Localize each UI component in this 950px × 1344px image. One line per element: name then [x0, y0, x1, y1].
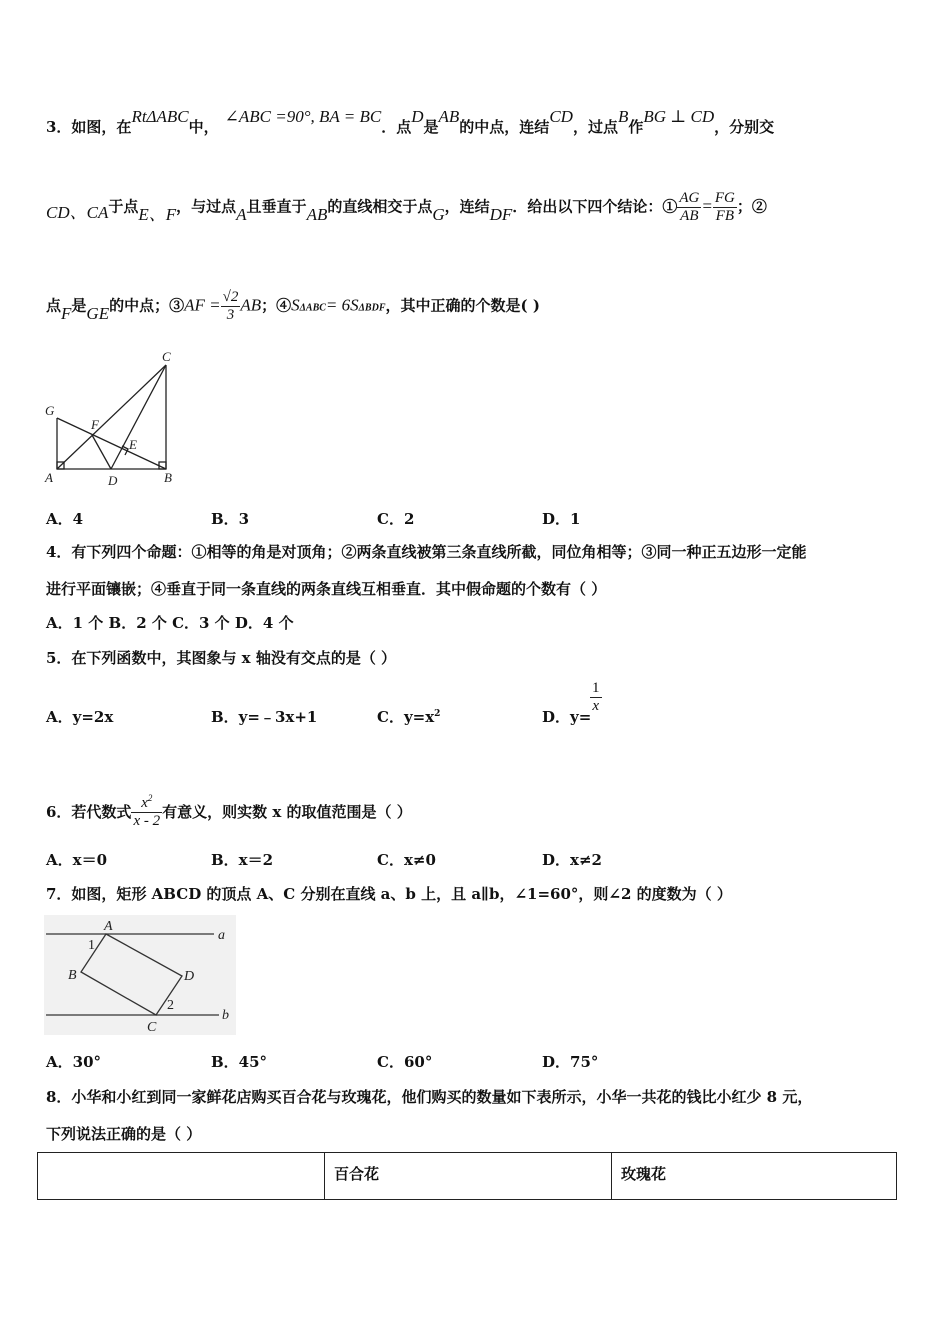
label-b: B — [164, 470, 172, 485]
label-line-a: a — [218, 928, 225, 943]
q7-option-b: B．45° — [211, 1053, 268, 1071]
q5-option-d: D．y= — [542, 708, 592, 726]
label-e: E — [129, 437, 137, 452]
q3-option-a: A．4 — [46, 510, 84, 528]
segment-dc — [111, 365, 166, 469]
segment-gb — [57, 418, 166, 469]
q6-fraction: $\frac{x^2}{x - 2}$ — [131, 790, 162, 830]
label-a: A — [104, 919, 113, 934]
q8-line2: 下列说法正确的是（ ） — [46, 1125, 202, 1143]
q3-line3: 点F是GE的中点；③AF = $\frac{√2}{3}$ AB；④SΔABC= 6SΔBDF，其中正确的个数是( ) — [46, 289, 540, 323]
q5-option-a: A．y=2x — [46, 708, 114, 726]
q3-option-b: B．3 — [211, 510, 250, 528]
segment-ac — [57, 365, 166, 469]
label-c: C — [162, 349, 171, 364]
table-header-row — [38, 1153, 897, 1200]
table-header-rose: 玫瑰花 — [612, 1153, 897, 1200]
q3-geometry-figure — [40, 345, 190, 490]
q6-option-c: C．x≠0 — [377, 851, 436, 869]
table-header-empty — [38, 1153, 325, 1200]
q5-option-c: C．$y=x^2$ — [377, 708, 441, 726]
label-d: D — [108, 473, 118, 488]
q7-stem: 7．如图，矩形 ABCD 的顶点 A、C 分别在直线 a、b 上，且 a∥b，∠1=60°，则∠2 的度数为（ ） — [46, 885, 732, 903]
q6-option-d: D．x≠2 — [542, 851, 602, 869]
q7-option-d: D．75° — [542, 1053, 599, 1071]
q8-line1: 8．小华和小红到同一家鲜花店购买百合花与玫瑰花，他们购买的数量如下表所示，小华一共花的钱比小红少 8 元， — [46, 1088, 813, 1106]
q4-line1: 4．有下列四个命题：①相等的角是对顶角；②两条直线被第三条直线所截，同位角相等；③同一种正五边形一定能 — [46, 543, 807, 561]
q4-options: A．1 个 B．2 个 C．3 个 D．4 个 — [46, 614, 294, 632]
label-g: G — [45, 403, 55, 418]
q5-option-d-fraction: $\frac{1}{x}$ — [592, 680, 600, 714]
label-d: D — [184, 969, 195, 984]
q7-rectangle-figure — [44, 915, 236, 1035]
label-line-b: b — [222, 1008, 229, 1023]
q3-option-c: C．2 — [377, 510, 415, 528]
q4-line2: 进行平面镶嵌；④垂直于同一条直线的两条直线互相垂直．其中假命题的个数有（ ） — [46, 580, 607, 598]
label-c: C — [147, 1020, 157, 1035]
label-angle-2: 2 — [167, 998, 174, 1013]
q7-option-a: A．30° — [46, 1053, 102, 1071]
fraction-ag-ab: $\frac{AG}{AB}$ — [679, 190, 700, 224]
q6-stem: 6．若代数式 $\frac{x^2}{x - 2}$ 有意义，则实数 x 的取值范围是（ ） — [46, 790, 412, 830]
q3-line1: 3．如图，在RtΔABC中，∠ABC =90°, BA = BC．点D是AB的中点，连结CD，过点B作BG ⊥ CD，分别交 — [46, 107, 775, 136]
q5-stem: 5．在下列函数中，其图象与 x 轴没有交点的是（ ） — [46, 649, 397, 667]
segment-fd — [92, 435, 111, 469]
label-angle-1: 1 — [88, 938, 95, 953]
q6-option-b: B．x＝2 — [211, 851, 274, 869]
label-a: A — [45, 470, 53, 485]
q5-option-b: B．y=﹣3x+1 — [211, 708, 318, 726]
q6-option-a: A．x＝0 — [46, 851, 108, 869]
q3-option-d: D．1 — [542, 510, 581, 528]
label-b: B — [68, 968, 77, 983]
q7-option-c: C．60° — [377, 1053, 433, 1071]
q3-line2: CD、CA于点E、F，与过点A且垂直于AB的直线相交于点G，连结DF．给出以下四个结论：① $\frac{AG}{AB}$ = $\frac{FG}{FB}$ ；② — [46, 190, 767, 224]
fraction-sqrt2-3: $\frac{√2}{3}$ — [222, 289, 239, 323]
label-f: F — [91, 417, 99, 432]
fraction-fg-fb: $\frac{FG}{FB}$ — [714, 190, 735, 224]
q8-flower-table — [37, 1152, 897, 1200]
table-header-lily: 百合花 — [325, 1153, 612, 1200]
